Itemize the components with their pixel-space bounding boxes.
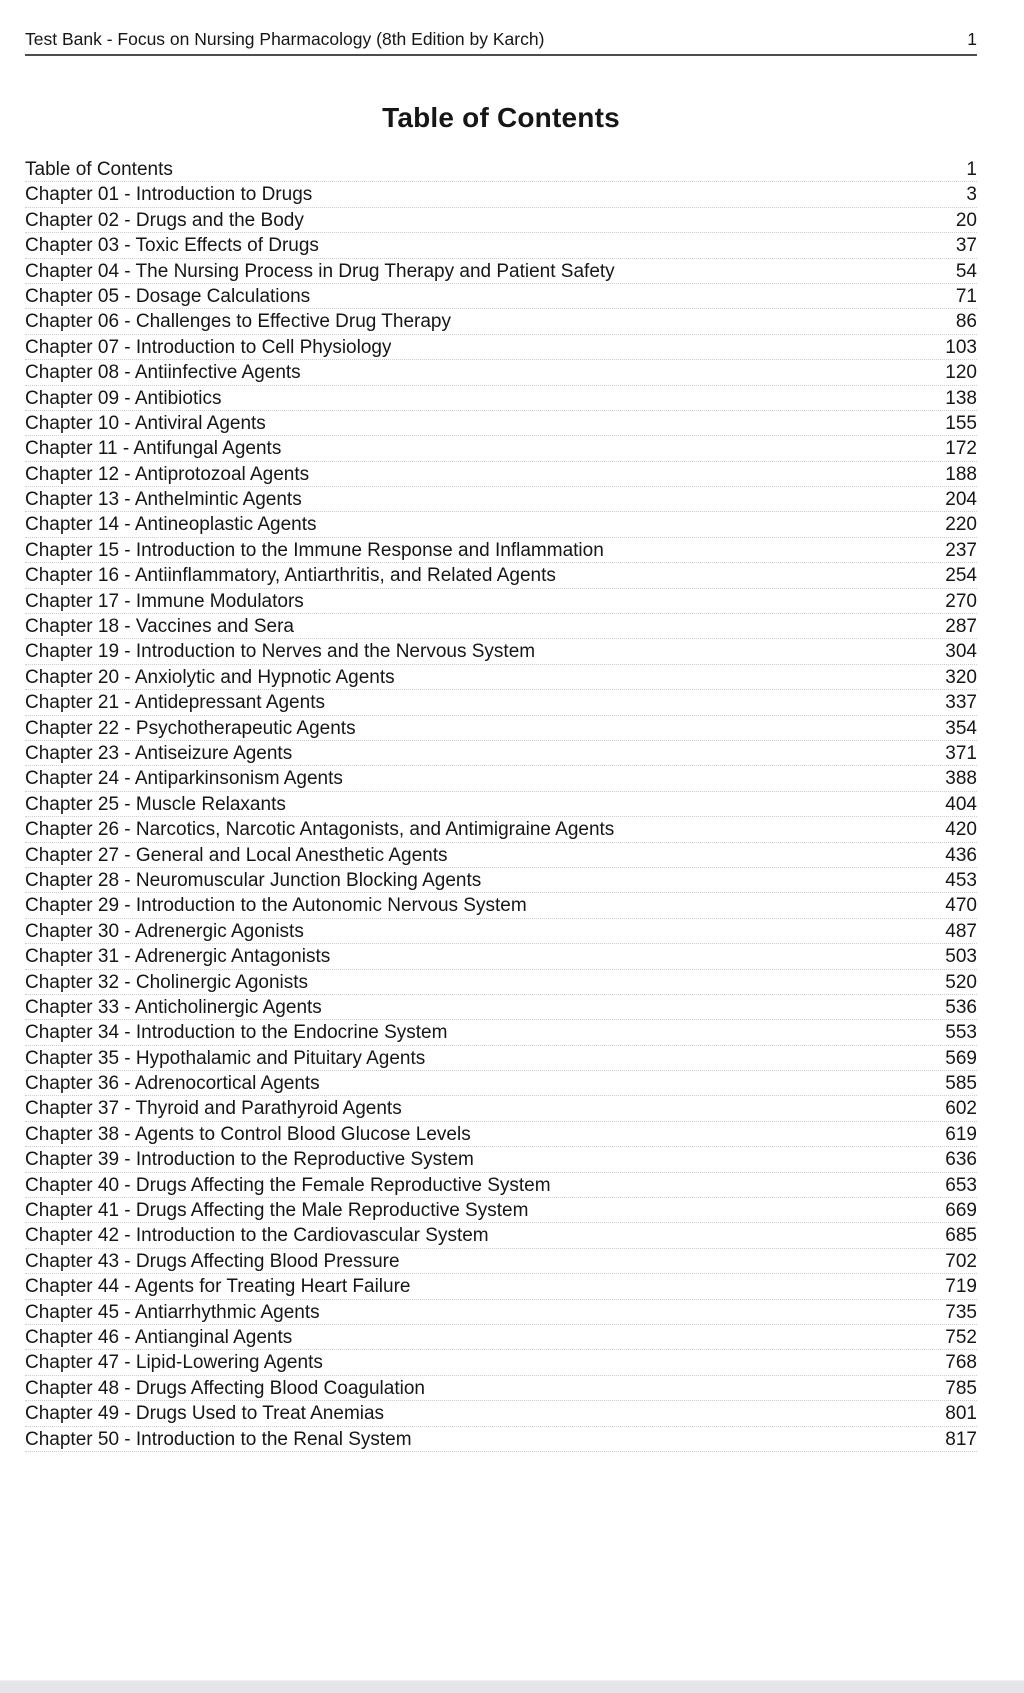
toc-entry-label: Chapter 07 - Introduction to Cell Physiology: [25, 336, 392, 358]
toc-entry-label: Chapter 40 - Drugs Affecting the Female Reproductive System: [25, 1174, 551, 1196]
toc-entry-label: Chapter 32 - Cholinergic Agonists: [25, 971, 309, 993]
toc-entry[interactable]: [25, 1401, 977, 1426]
toc-entry-page-number: 536: [945, 996, 977, 1018]
toc-entry-page-number: 653: [945, 1174, 977, 1196]
toc-entry[interactable]: [25, 309, 977, 334]
toc-entry[interactable]: [25, 970, 977, 995]
toc-entry-label: Chapter 26 - Narcotics, Narcotic Antagonists, and Antimigraine Agents: [25, 819, 615, 841]
toc-entry[interactable]: [25, 182, 977, 207]
toc-entry[interactable]: [25, 1427, 977, 1452]
toc-entry-label: Chapter 10 - Antiviral Agents: [25, 412, 266, 434]
toc-entry-page-number: 619: [945, 1123, 977, 1145]
toc-entry-label: Chapter 25 - Muscle Relaxants: [25, 793, 286, 815]
toc-entry-label: Chapter 44 - Agents for Treating Heart Failure: [25, 1276, 411, 1298]
toc-entry-page-number: 520: [945, 971, 977, 993]
toc-entry[interactable]: [25, 436, 977, 461]
toc-entry-page-number: 354: [945, 717, 977, 739]
toc-entry-page-number: 719: [945, 1276, 977, 1298]
toc-entry-page-number: 270: [945, 590, 977, 612]
toc-entry-label: Chapter 42 - Introduction to the Cardiovascular System: [25, 1225, 489, 1247]
toc-entry[interactable]: [25, 157, 977, 182]
toc-entry-page-number: 436: [945, 844, 977, 866]
toc-entry-page-number: 120: [945, 362, 977, 384]
toc-entry[interactable]: [25, 1046, 977, 1071]
toc-entry[interactable]: [25, 1325, 977, 1350]
toc-entry[interactable]: [25, 1096, 977, 1121]
document-header: [25, 28, 977, 56]
toc-entry-page-number: 636: [945, 1149, 977, 1171]
toc-entry-page-number: 103: [945, 336, 977, 358]
toc-entry[interactable]: [25, 208, 977, 233]
toc-entry-page-number: 752: [945, 1326, 977, 1348]
toc-entry-page-number: 37: [955, 235, 977, 257]
toc-entry[interactable]: [25, 1376, 977, 1401]
toc-entry[interactable]: [25, 589, 977, 614]
toc-entry-label: Chapter 11 - Antifungal Agents: [25, 438, 282, 460]
toc-entry[interactable]: [25, 233, 977, 258]
toc-entry-page-number: 585: [945, 1073, 977, 1095]
toc-entry-label: Chapter 33 - Anticholinergic Agents: [25, 996, 322, 1018]
toc-entry[interactable]: [25, 665, 977, 690]
toc-entry[interactable]: [25, 893, 977, 918]
toc-entry-page-number: 54: [955, 260, 977, 282]
toc-entry-label: Chapter 23 - Antiseizure Agents: [25, 742, 293, 764]
toc-entry-page-number: 669: [945, 1200, 977, 1222]
toc-entry-page-number: 768: [945, 1352, 977, 1374]
toc-entry-label: Chapter 46 - Antianginal Agents: [25, 1326, 293, 1348]
toc-entry-label: Chapter 01 - Introduction to Drugs: [25, 184, 313, 206]
toc-entry-label: Chapter 30 - Adrenergic Agonists: [25, 920, 304, 942]
toc-entry-label: Chapter 03 - Toxic Effects of Drugs: [25, 235, 319, 257]
toc-entry-page-number: 71: [955, 285, 977, 307]
toc-entry-page-number: 503: [945, 946, 977, 968]
toc-entry[interactable]: [25, 919, 977, 944]
toc-entry[interactable]: [25, 639, 977, 664]
toc-entry-label: Chapter 27 - General and Local Anesthetic Agents: [25, 844, 448, 866]
toc-entry-page-number: 86: [955, 311, 977, 333]
toc-entry[interactable]: [25, 259, 977, 284]
toc-entry[interactable]: [25, 335, 977, 360]
toc-entry-label: Chapter 45 - Antiarrhythmic Agents: [25, 1301, 320, 1323]
toc-entry-page-number: 1: [966, 159, 977, 180]
toc-entry-page-number: 204: [945, 489, 977, 511]
toc-entry-page-number: 287: [945, 616, 977, 638]
toc-entry[interactable]: [25, 284, 977, 309]
toc-entry[interactable]: [25, 386, 977, 411]
toc-entry[interactable]: [25, 792, 977, 817]
toc-entry-label: Chapter 21 - Antidepressant Agents: [25, 692, 325, 714]
toc-entry-page-number: 188: [945, 463, 977, 485]
toc-entry[interactable]: [25, 411, 977, 436]
toc-entry-page-number: 220: [945, 514, 977, 536]
toc-entry[interactable]: [25, 1274, 977, 1299]
toc-entry-page-number: 702: [945, 1250, 977, 1272]
toc-entry[interactable]: [25, 1223, 977, 1248]
toc-entry-label: Chapter 09 - Antibiotics: [25, 387, 222, 409]
toc-entry[interactable]: [25, 1173, 977, 1198]
toc-entry-page-number: 155: [945, 412, 977, 434]
toc-entry[interactable]: [25, 487, 977, 512]
toc-entry[interactable]: [25, 741, 977, 766]
page-title: Table of Contents: [382, 102, 620, 133]
toc-entry-label: Chapter 37 - Thyroid and Parathyroid Agents: [25, 1098, 402, 1120]
toc-entry-label: Chapter 08 - Antiinfective Agents: [25, 362, 301, 384]
toc-entry-page-number: 487: [945, 920, 977, 942]
toc-entry-page-number: 817: [945, 1428, 977, 1450]
toc-entry-label: Chapter 31 - Adrenergic Antagonists: [25, 946, 331, 968]
toc-entry-label: Chapter 19 - Introduction to Nerves and the Nervous System: [25, 641, 536, 663]
toc-entry[interactable]: [25, 512, 977, 537]
toc-entry-page-number: 735: [945, 1301, 977, 1323]
toc-entry-label: Chapter 15 - Introduction to the Immune Response and Inflammation: [25, 539, 604, 561]
header-page-number: 1: [967, 29, 977, 49]
toc-entry[interactable]: [25, 1249, 977, 1274]
toc-entry-page-number: 371: [945, 742, 977, 764]
header-title: Test Bank - Focus on Nursing Pharmacology (8th Edition by Karch): [25, 29, 545, 49]
toc-entry[interactable]: [25, 1350, 977, 1375]
toc-entry[interactable]: [25, 1122, 977, 1147]
toc-entry[interactable]: [25, 1071, 977, 1096]
toc-entry-page-number: 801: [945, 1403, 977, 1425]
toc-entry[interactable]: [25, 766, 977, 791]
toc-entry-label: Table of Contents: [25, 159, 173, 180]
toc-entry-page-number: 337: [945, 692, 977, 714]
toc-entry-label: Chapter 41 - Drugs Affecting the Male Reproductive System: [25, 1200, 529, 1222]
toc-entry[interactable]: [25, 716, 977, 741]
toc-entry[interactable]: [25, 690, 977, 715]
toc-entry-label: Chapter 20 - Anxiolytic and Hypnotic Agents: [25, 666, 395, 688]
toc-entry[interactable]: [25, 995, 977, 1020]
toc-entry-page-number: 685: [945, 1225, 977, 1247]
toc-entry-label: Chapter 24 - Antiparkinsonism Agents: [25, 768, 343, 790]
document-page: [0, 28, 1024, 1693]
toc-entry-label: Chapter 50 - Introduction to the Renal System: [25, 1428, 412, 1450]
toc-entry-label: Chapter 49 - Drugs Used to Treat Anemias: [25, 1403, 385, 1425]
toc-entry-label: Chapter 47 - Lipid-Lowering Agents: [25, 1352, 323, 1374]
toc-entry-label: Chapter 36 - Adrenocortical Agents: [25, 1073, 320, 1095]
toc-entry-page-number: 602: [945, 1098, 977, 1120]
toc-entry-label: Chapter 02 - Drugs and the Body: [25, 209, 304, 231]
toc-entry-label: Chapter 04 - The Nursing Process in Drug Therapy and Patient Safety: [25, 260, 615, 282]
toc-entry-label: Chapter 05 - Dosage Calculations: [25, 285, 311, 307]
toc-entry-label: Chapter 43 - Drugs Affecting Blood Pressure: [25, 1250, 400, 1272]
window-bottom-edge: [0, 1680, 1024, 1693]
toc-entry-page-number: 172: [945, 438, 977, 460]
toc-entry-page-number: 320: [945, 666, 977, 688]
toc-entry-page-number: 470: [945, 895, 977, 917]
toc-entry-page-number: 237: [945, 539, 977, 561]
toc-entry-label: Chapter 34 - Introduction to the Endocrine System: [25, 1022, 448, 1044]
toc-entry-label: Chapter 35 - Hypothalamic and Pituitary Agents: [25, 1047, 426, 1069]
toc-entry-page-number: 3: [966, 184, 977, 206]
toc-entry-label: Chapter 14 - Antineoplastic Agents: [25, 514, 317, 536]
toc-entry-label: Chapter 48 - Drugs Affecting Blood Coagulation: [25, 1377, 425, 1399]
toc-entry-page-number: 785: [945, 1377, 977, 1399]
toc-entry-label: Chapter 29 - Introduction to the Autonomic Nervous System: [25, 895, 527, 917]
toc-entry[interactable]: [25, 868, 977, 893]
toc-entry[interactable]: [25, 614, 977, 639]
toc-list: [25, 157, 977, 1452]
toc-entry-label: Chapter 38 - Agents to Control Blood Glucose Levels: [25, 1123, 471, 1145]
toc-entry-label: Chapter 06 - Challenges to Effective Drug Therapy: [25, 311, 451, 333]
toc-entry[interactable]: [25, 360, 977, 385]
toc-entry-label: Chapter 18 - Vaccines and Sera: [25, 616, 294, 638]
toc-entry-label: Chapter 16 - Antiinflammatory, Antiarthritis, and Related Agents: [25, 565, 556, 587]
toc-entry-page-number: 20: [955, 209, 977, 231]
toc-entry[interactable]: [25, 563, 977, 588]
toc-entry-page-number: 420: [945, 819, 977, 841]
toc-entry-page-number: 553: [945, 1022, 977, 1044]
toc-entry[interactable]: [25, 1300, 977, 1325]
toc-entry[interactable]: [25, 462, 977, 487]
toc-entry-page-number: 388: [945, 768, 977, 790]
toc-entry[interactable]: [25, 1020, 977, 1045]
toc-entry-page-number: 254: [945, 565, 977, 587]
toc-entry[interactable]: [25, 944, 977, 969]
toc-entry[interactable]: [25, 843, 977, 868]
toc-entry[interactable]: [25, 817, 977, 842]
toc-entry-label: Chapter 39 - Introduction to the Reproductive System: [25, 1149, 474, 1171]
toc-entry-page-number: 138: [945, 387, 977, 409]
toc-entry[interactable]: [25, 1147, 977, 1172]
toc-entry-page-number: 569: [945, 1047, 977, 1069]
toc-entry-label: Chapter 13 - Anthelmintic Agents: [25, 489, 302, 511]
toc-entry-label: Chapter 17 - Immune Modulators: [25, 590, 304, 612]
toc-entry-label: Chapter 28 - Neuromuscular Junction Blocking Agents: [25, 869, 482, 891]
toc-entry-page-number: 304: [945, 641, 977, 663]
toc-entry-page-number: 404: [945, 793, 977, 815]
toc-entry[interactable]: [25, 538, 977, 563]
toc-entry-label: Chapter 12 - Antiprotozoal Agents: [25, 463, 310, 485]
toc-entry-label: Chapter 22 - Psychotherapeutic Agents: [25, 717, 356, 739]
toc-entry[interactable]: [25, 1198, 977, 1223]
toc-entry-page-number: 453: [945, 869, 977, 891]
